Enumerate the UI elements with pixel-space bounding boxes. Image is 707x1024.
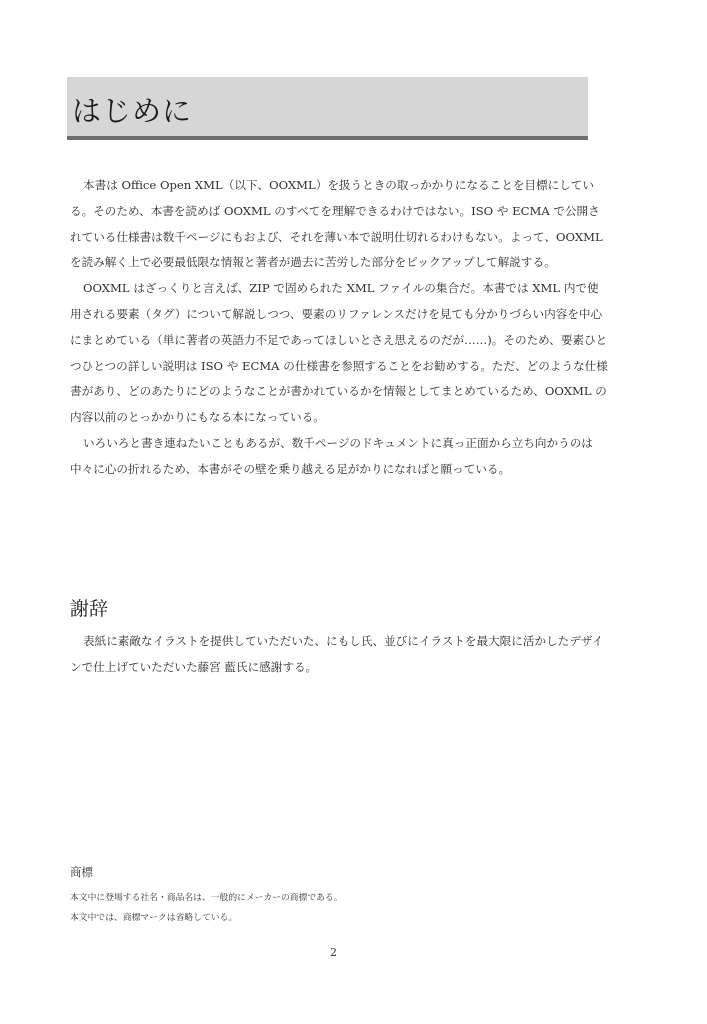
- trademarks-line-2: 本文中では、商標マークは省略している。: [70, 913, 238, 923]
- intro-section: [70, 173, 610, 483]
- chapter-title: はじめに: [72, 94, 193, 128]
- acknowledgements-title: 謝辞: [70, 598, 109, 620]
- trademarks-line-1: 本文中に登場する社名・商品名は、一般的にメーカーの商標である。: [70, 893, 343, 903]
- acknowledgements-section: [70, 629, 610, 681]
- intro-paragraph-2: OOXML はざっくりと言えば、ZIP で固められた XML ファイルの集合だ。本書では XML 内で使用される要素（タグ）について解説しつつ、要素のリファレンスだけを見ても分かりづらい内容を中心にまとめている（単に著者の英語力不足であってほしいとさえ思えるのだが……)。そのため、要素ひとつひとつの詳しい説明は ISO や ECMA の仕様書を参照することをお勧めする。ただ、どのような仕様書があり、どのあたりにどのようなことが書かれているかを情報としてまとめているため、OOXML の内容以前のとっかかりにもなる本になっている。: [70, 281, 608, 425]
- page-number: 2: [330, 946, 337, 959]
- intro-paragraph-3: いろいろと書き連ねたいこともあるが、数千ページのドキュメントに真っ正面から立ち向かうのは中々に心の折れるため、本書がその壁を乗り越える足がかりになればと願っている。: [70, 435, 593, 476]
- trademarks-heading: 商標: [70, 865, 93, 879]
- intro-paragraph-1: 本書は Office Open XML（以下、OOXML）を扱うときの取っかかりになることを目標にしている。そのため、本書を読めば OOXML のすべてを理解できるわけではない。ISO や ECMA で公開されている仕様書は数千ページにもおよび、それを薄い本で説明仕切れるわけもない。よって、OOXML を読み解く上で必要最低限な情報と著者が過去に苦労した部分をピックアップして解説する。: [70, 178, 603, 270]
- acknowledgements-paragraph: 表紙に素敵なイラストを提供していただいた、にもし氏、並びにイラストを最大限に活かしたデザインで仕上げていただいた藤宮 藍氏に感謝する。: [70, 634, 604, 674]
- chapter-header-band: [67, 77, 588, 140]
